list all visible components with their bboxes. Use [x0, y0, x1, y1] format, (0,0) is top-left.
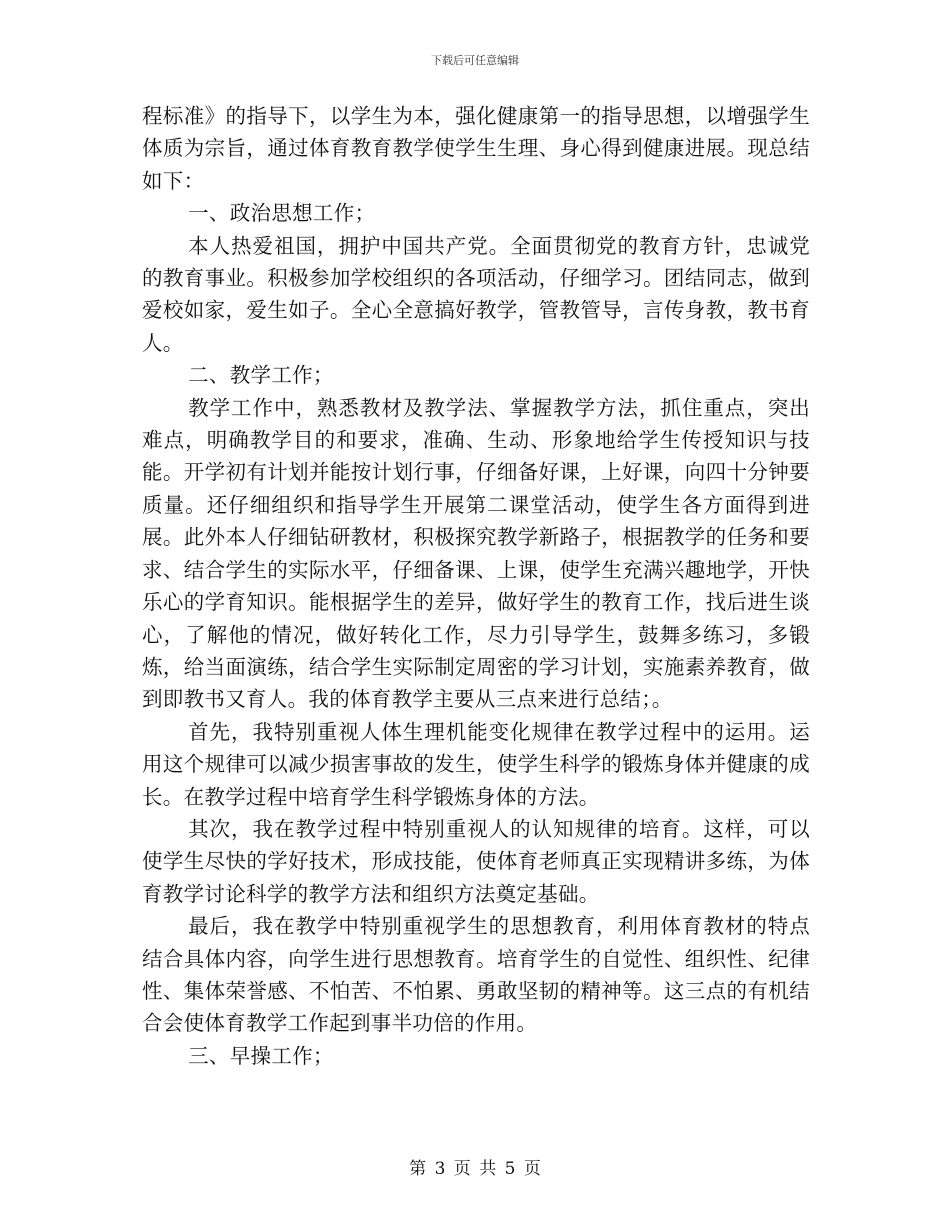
section-heading-morning-exercise: 三、早操工作；: [188, 1043, 334, 1068]
page-header: 下载后可任意编辑: [431, 54, 519, 67]
page-number-footer: 第 3 页 共 5 页: [409, 1159, 541, 1179]
section-heading-political-work: 一、政治思想工作；: [188, 201, 376, 226]
document-body: [142, 100, 810, 1072]
paragraph-teaching-work: 教学工作中，熟悉教材及教学法、掌握教学方法，抓住重点，突出难点，明确教学目的和要求，准确、生动、形象地给学生传授知识与技能。开学初有计划并能按计划行事，仔细备好课，上好课，向四十分钟要质量。还仔细组织和指导学生开展第二课堂活动，使学生各方面得到进展。此外本人仔细钻研教材，积极探究教学新路子，根据教学的任务和要求、结合学生的实际水平，仔细备课、上课，使学生充满兴趣地学，开快乐心的学育知识。能根据学生的差异，做好学生的教育工作，找后进生谈心，了解他的情况，做好转化工作，尽力引导学生，鼓舞多练习，多锻炼，给当面演练，结合学生实际制定周密的学习计划，实施素养教育，做到即教书又育人。我的体育教学主要从三点来进行总结；。: [142, 395, 810, 712]
section-heading-teaching-work: 二、教学工作；: [188, 363, 334, 388]
paragraph-political-work: 本人热爱祖国，拥护中国共产党。全面贯彻党的教育方针，忠诚党的教育事业。积极参加学校组织的各项活动，仔细学习。团结同志，做到爱校如家，爱生如子。全心全意搞好教学，管教管导，言传身教，教书育人。: [142, 233, 810, 355]
paragraph-second-point: 其次，我在教学过程中特别重视人的认知规律的培育。这样，可以使学生尽快的学好技术，形成技能，使体育老师真正实现精讲多练，为体育教学讨论科学的教学方法和组织方法奠定基础。: [142, 816, 810, 906]
paragraph-intro-continuation: 程标准》的指导下，以学生为本，强化健康第一的指导思想，以增强学生体质为宗旨，通过体育教育教学使学生生理、身心得到健康进展。现总结如下：: [142, 104, 810, 193]
paragraph-third-point: 最后，我在教学中特别重视学生的思想教育，利用体育教材的特点结合具体内容，向学生进行思想教育。培育学生的自觉性、组织性、纪律性、集体荣誉感、不怕苦、不怕累、勇敢坚韧的精神等。这三点的有机结合会使体育教学工作起到事半功倍的作用。: [142, 914, 810, 1036]
paragraph-first-point: 首先，我特别重视人体生理机能变化规律在教学过程中的运用。运用这个规律可以减少损害事故的发生，使学生科学的锻炼身体并健康的成长。在教学过程中培育学生科学锻炼身体的方法。: [142, 719, 810, 809]
